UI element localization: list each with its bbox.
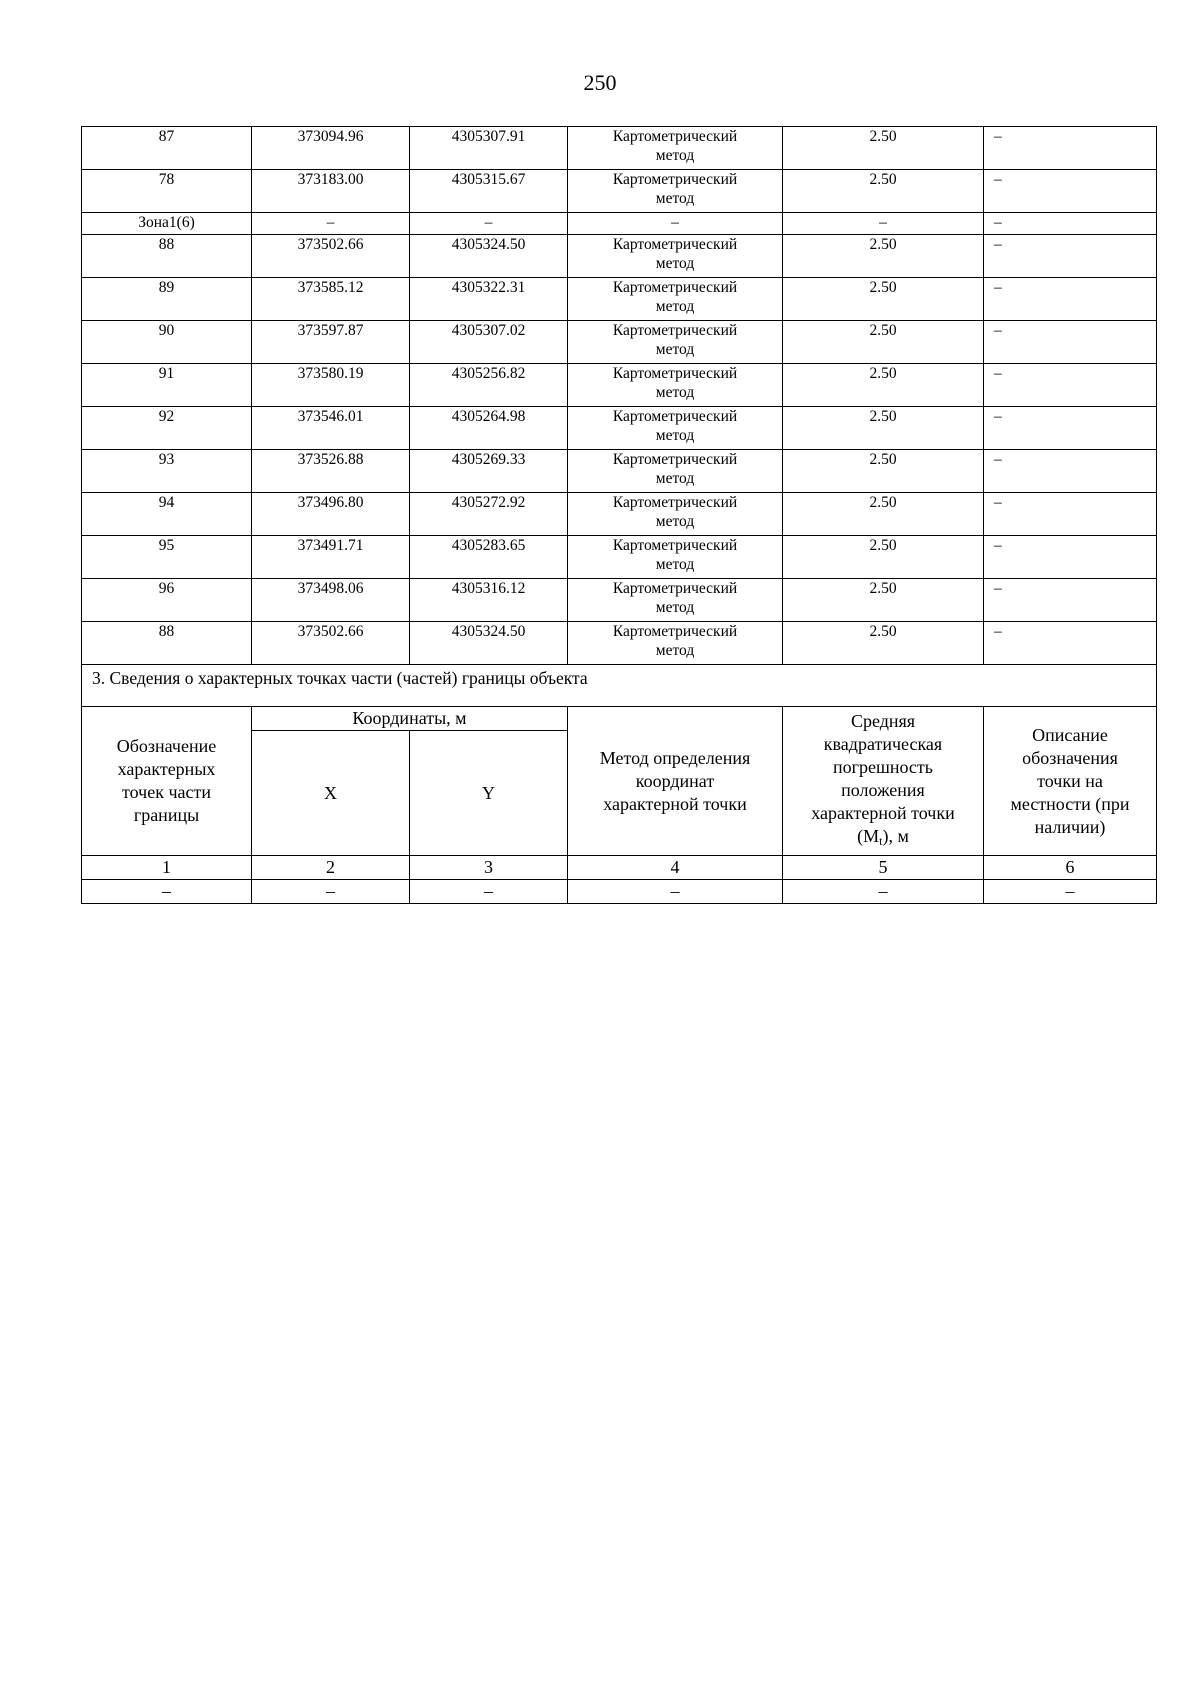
column-numbers-row <box>82 856 1157 880</box>
method-line-1: Картометрический <box>612 408 738 425</box>
description-cell: – <box>984 407 1157 450</box>
x-cell: 373183.00 <box>252 170 410 213</box>
method-cell <box>568 235 783 278</box>
method-line-2: метод <box>655 470 695 487</box>
method-line-1: Картометрический <box>612 451 738 468</box>
x-cell: 373502.66 <box>252 622 410 665</box>
method-line-1: Картометрический <box>612 623 738 640</box>
y-cell: 4305264.98 <box>410 407 568 450</box>
accuracy-cell: – <box>783 213 984 235</box>
method-line-1: Картометрический <box>612 236 738 253</box>
method-line-1: Картометрический <box>612 171 738 188</box>
method-line-2: метод <box>655 556 695 573</box>
table-row <box>82 321 1157 364</box>
accuracy-cell: 2.50 <box>783 170 984 213</box>
table-row <box>82 493 1157 536</box>
description-cell: – <box>984 364 1157 407</box>
x-cell: 373546.01 <box>252 407 410 450</box>
x-cell: 373585.12 <box>252 278 410 321</box>
table-row <box>82 278 1157 321</box>
header-text: Обозначение <box>116 736 217 756</box>
header-method <box>568 707 783 856</box>
method-line-2: метод <box>655 298 695 315</box>
column-number: 2 <box>252 856 410 880</box>
y-cell: 4305315.67 <box>410 170 568 213</box>
method-line-1: Картометрический <box>612 365 738 382</box>
header-accuracy <box>783 707 984 856</box>
description-cell: – <box>984 622 1157 665</box>
table-row <box>82 364 1157 407</box>
method-cell <box>568 622 783 665</box>
point-cell: 93 <box>82 450 252 493</box>
y-cell: 4305322.31 <box>410 278 568 321</box>
point-cell: 89 <box>82 278 252 321</box>
accuracy-cell: 2.50 <box>783 127 984 170</box>
accuracy-cell: 2.50 <box>783 622 984 665</box>
table-row <box>82 622 1157 665</box>
description-cell: – <box>984 321 1157 364</box>
method-line-1: Картометрический <box>612 279 738 296</box>
point-cell: 87 <box>82 127 252 170</box>
coordinates-table-body <box>82 127 1157 904</box>
page-number: 250 <box>583 70 617 95</box>
method-cell <box>568 364 783 407</box>
point-cell: 95 <box>82 536 252 579</box>
method-line-2: метод <box>655 341 695 358</box>
header-text: Описание <box>1032 724 1108 745</box>
accuracy-cell: 2.50 <box>783 450 984 493</box>
accuracy-cell: 2.50 <box>783 321 984 364</box>
point-cell: 78 <box>82 170 252 213</box>
x-cell: 373496.80 <box>252 493 410 536</box>
y-cell: 4305316.12 <box>410 579 568 622</box>
x-cell: 373094.96 <box>252 127 410 170</box>
column-number: 6 <box>984 856 1157 880</box>
method-cell <box>568 278 783 321</box>
header-y: Y <box>410 731 568 856</box>
description-cell: – <box>984 170 1157 213</box>
method-line-1: Картометрический <box>612 322 738 339</box>
header-x: X <box>252 731 410 856</box>
accuracy-cell: 2.50 <box>783 579 984 622</box>
y-cell: 4305272.92 <box>410 493 568 536</box>
accuracy-cell: 2.50 <box>783 235 984 278</box>
method-line-2: метод <box>655 147 695 164</box>
section-title-row <box>82 665 1157 707</box>
header-text: точки на <box>1037 770 1103 791</box>
y-cell: 4305324.50 <box>410 235 568 278</box>
accuracy-cell: 2.50 <box>783 364 984 407</box>
y-cell: 4305307.91 <box>410 127 568 170</box>
point-cell: 94 <box>82 493 252 536</box>
method-cell <box>568 213 783 235</box>
table-row <box>82 235 1157 278</box>
table-row <box>82 880 1157 904</box>
method-line-2: метод <box>655 427 695 444</box>
method-cell <box>568 579 783 622</box>
coordinates-table <box>81 126 1157 904</box>
method-line-2: метод <box>655 599 695 616</box>
header-text-part: (M <box>857 825 880 846</box>
point-cell: 90 <box>82 321 252 364</box>
description-cell: – <box>984 127 1157 170</box>
accuracy-cell: 2.50 <box>783 407 984 450</box>
column-number: 1 <box>82 856 252 880</box>
header-point-designation <box>82 707 252 856</box>
header-text: наличии) <box>1034 816 1106 837</box>
description-cell: – <box>984 213 1157 235</box>
description-cell: – <box>984 450 1157 493</box>
x-cell: 373580.19 <box>252 364 410 407</box>
x-cell: 373597.87 <box>252 321 410 364</box>
y-cell: 4305269.33 <box>410 450 568 493</box>
header-text: погрешность <box>832 756 933 777</box>
description-cell: – <box>984 536 1157 579</box>
method-cell <box>568 536 783 579</box>
point-cell: 96 <box>82 579 252 622</box>
x-cell: – <box>252 213 410 235</box>
table-row <box>82 579 1157 622</box>
header-text: характерных <box>117 759 216 779</box>
description-cell: – <box>984 880 1157 904</box>
point-cell: 88 <box>82 622 252 665</box>
method-line-2: метод <box>655 642 695 659</box>
x-cell: 373526.88 <box>252 450 410 493</box>
description-cell: – <box>984 235 1157 278</box>
header-subscript: t <box>879 833 883 848</box>
header-text: характерной точки <box>603 793 747 814</box>
method-cell <box>568 127 783 170</box>
method-cell: – <box>568 880 783 904</box>
accuracy-cell: 2.50 <box>783 536 984 579</box>
accuracy-cell: 2.50 <box>783 278 984 321</box>
column-number: 3 <box>410 856 568 880</box>
y-cell: – <box>410 880 568 904</box>
table-row <box>82 170 1157 213</box>
table-row <box>82 213 1157 235</box>
y-cell: 4305324.50 <box>410 622 568 665</box>
header-description <box>984 707 1157 856</box>
header-text: положения <box>841 779 925 800</box>
x-cell: 373498.06 <box>252 579 410 622</box>
table-row <box>82 450 1157 493</box>
method-line-1: Картометрический <box>612 494 738 511</box>
table-row <box>82 127 1157 170</box>
method-line-1: Картометрический <box>612 537 738 554</box>
method-line-1: Картометрический <box>612 128 738 145</box>
point-cell: Зона1(6) <box>82 213 252 235</box>
method-cell <box>568 450 783 493</box>
header-coordinates: Координаты, м <box>252 707 568 731</box>
method-line-2: метод <box>655 255 695 272</box>
description-cell: – <box>984 278 1157 321</box>
method-line-1: Картометрический <box>612 580 738 597</box>
method-line-1: – <box>671 214 679 231</box>
method-line-2: метод <box>655 513 695 530</box>
x-cell: – <box>252 880 410 904</box>
x-cell: 373502.66 <box>252 235 410 278</box>
y-cell: 4305307.02 <box>410 321 568 364</box>
method-cell <box>568 321 783 364</box>
header-row-1 <box>82 707 1157 731</box>
method-cell <box>568 170 783 213</box>
y-cell: – <box>410 213 568 235</box>
header-text: координат <box>635 770 715 791</box>
header-text: границы <box>133 805 200 825</box>
section-title: 3. Сведения о характерных точках части (частей) границы объекта <box>82 665 1157 707</box>
column-number: 5 <box>783 856 984 880</box>
y-cell: 4305283.65 <box>410 536 568 579</box>
header-text: Средняя <box>850 710 916 731</box>
method-line-2: метод <box>655 190 695 207</box>
point-cell: – <box>82 880 252 904</box>
point-cell: 91 <box>82 364 252 407</box>
point-cell: 88 <box>82 235 252 278</box>
description-cell: – <box>984 579 1157 622</box>
y-cell: 4305256.82 <box>410 364 568 407</box>
method-cell <box>568 493 783 536</box>
header-text-part: ), м <box>882 825 909 846</box>
description-cell: – <box>984 493 1157 536</box>
accuracy-cell: 2.50 <box>783 493 984 536</box>
accuracy-cell: – <box>783 880 984 904</box>
method-line-2: метод <box>655 384 695 401</box>
header-text <box>783 825 983 853</box>
method-cell <box>568 407 783 450</box>
column-number: 4 <box>568 856 783 880</box>
header-text: обозначения <box>1022 747 1118 768</box>
x-cell: 373491.71 <box>252 536 410 579</box>
table-row <box>82 536 1157 579</box>
header-text: местности (при <box>1010 793 1130 814</box>
point-cell: 92 <box>82 407 252 450</box>
header-text: характерной точки <box>811 802 955 823</box>
header-text: Метод определения <box>599 747 751 768</box>
header-text: квадратическая <box>823 733 943 754</box>
header-text: точек части <box>122 782 211 802</box>
table-row <box>82 407 1157 450</box>
